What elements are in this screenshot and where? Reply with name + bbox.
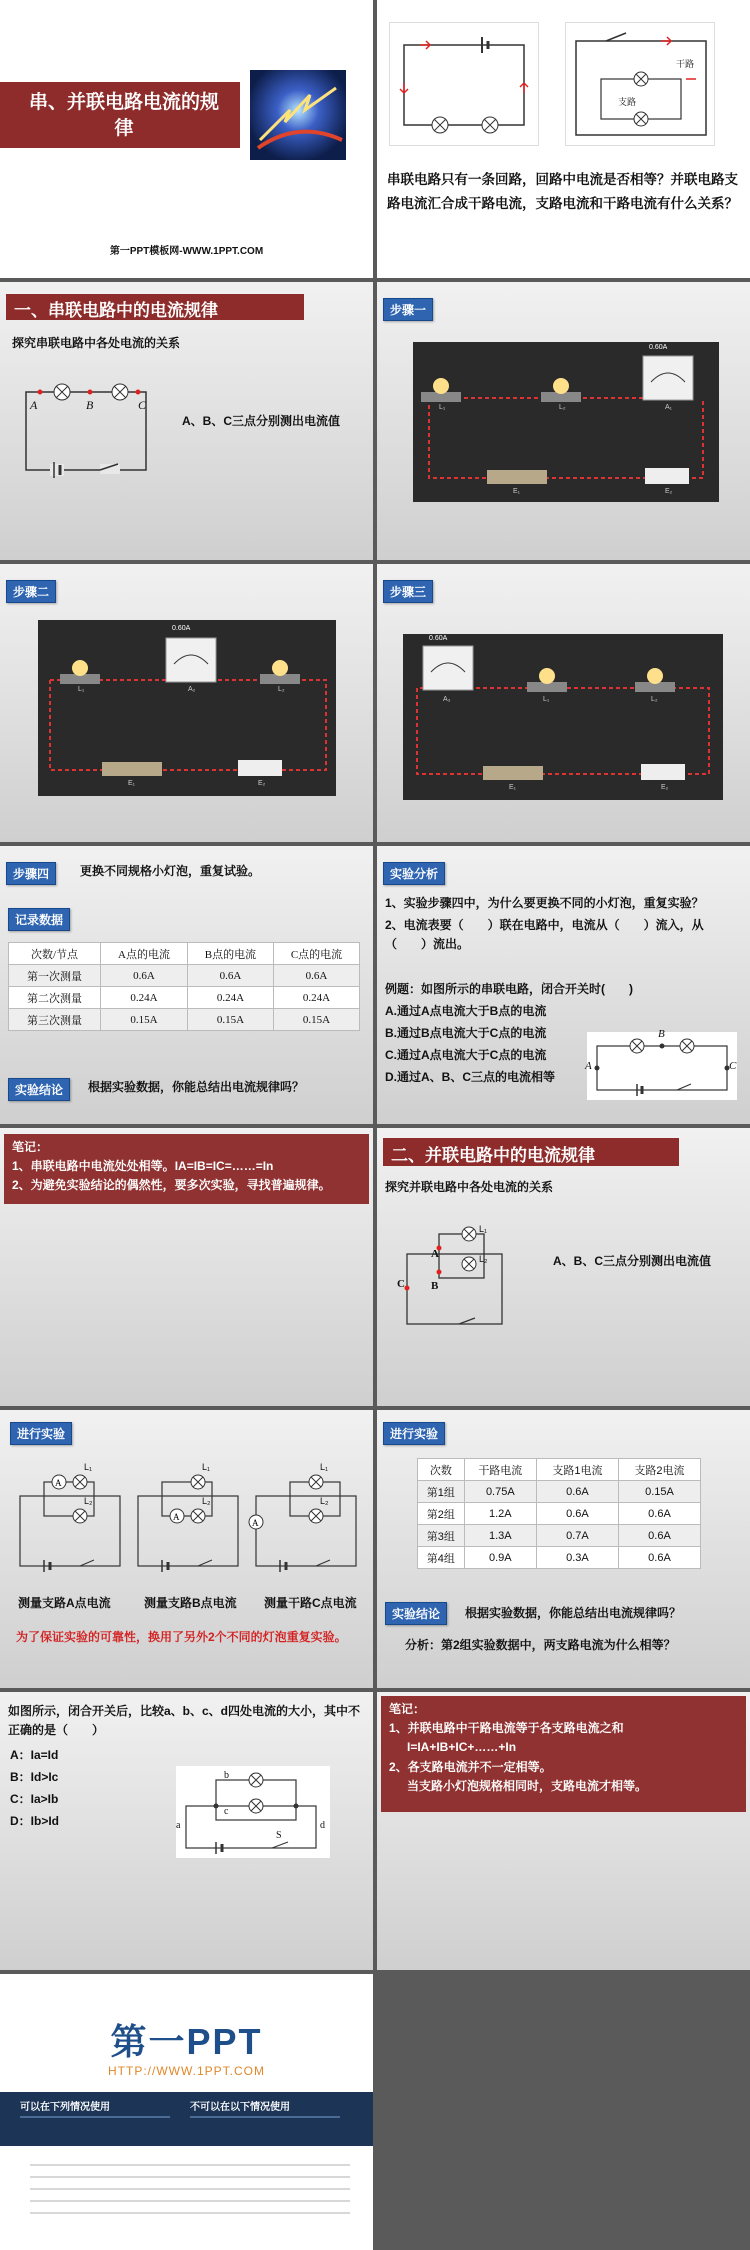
slide-brand [0, 1974, 373, 2250]
step2-label-e2: E₂ [258, 780, 266, 787]
lamp-l2: L₂ [479, 1254, 488, 1264]
th-node: 次数/节点 [9, 943, 101, 965]
exercise-option-d: D：Ib>Id [10, 1814, 60, 1828]
link-line [30, 2188, 350, 2190]
exercise-point-d: d [320, 1820, 325, 1831]
series-note-box [4, 1134, 369, 1204]
parallel-point-b: B [431, 1280, 439, 1292]
cell: 0.6A [618, 1503, 700, 1525]
cell: 第4组 [418, 1547, 465, 1569]
note-line1-text: 1、串联电路中电流处处相等。 [12, 1159, 175, 1174]
table-row [9, 987, 360, 1009]
cell: 0.3A [536, 1547, 618, 1569]
cell: 第二次测量 [9, 987, 101, 1009]
analysis-tag: 实验分析 [383, 862, 445, 885]
cell: 第3组 [418, 1525, 465, 1547]
parallel-hint: A、B、C三点分别测出电流值 [553, 1254, 711, 1268]
svg-text:A: A [173, 1512, 180, 1522]
series-subtitle: 探究串联电路中各处电流的关系 [12, 336, 181, 350]
can-use-title: 可以在下列情况使用 [20, 2102, 110, 2113]
cell: 0.24A [273, 987, 359, 1009]
note-title: 笔记： [12, 1140, 49, 1154]
table-row [418, 1481, 701, 1503]
step3-label-l1: L₁ [543, 696, 550, 703]
slide-title-text: 串、并联电路电流的规律 [28, 92, 219, 139]
parallel-heading: 二、并联电路中的电流规律 [383, 1138, 679, 1166]
svg-text:A: A [252, 1518, 259, 1528]
cell: 0.24A [101, 987, 188, 1009]
step4-text: 更换不同规格小灯泡，重复试验。 [80, 864, 261, 878]
cell: 0.24A [187, 987, 273, 1009]
point-a: A [30, 398, 38, 412]
step1-label-e1: E₁ [513, 488, 521, 495]
exercise-option-b: B：Id>Ic [10, 1770, 59, 1784]
step1-label-l2: L₂ [559, 404, 566, 411]
series-data-table [8, 942, 360, 1031]
slide-series-note [0, 1128, 373, 1406]
table-row [9, 1009, 360, 1031]
th-c: C点的电流 [273, 943, 359, 965]
c2-lamp-l2: L₂ [202, 1496, 211, 1506]
cell: 0.9A [464, 1547, 536, 1569]
cannot-use-title: 不可以在以下情况使用 [190, 2102, 290, 2113]
cell: 0.15A [273, 1009, 359, 1031]
cell: 0.75A [464, 1481, 536, 1503]
usage-line-right [190, 2116, 340, 2118]
usage-line-left [20, 2116, 170, 2118]
link-line [30, 2212, 350, 2214]
cell: 0.6A [536, 1481, 618, 1503]
note-line1 [12, 1157, 361, 1176]
step3-label-e2: E₂ [661, 784, 669, 791]
parallel-conclusion-tag: 实验结论 [385, 1602, 447, 1625]
series-hint: A、B、C三点分别测出电流值 [182, 414, 340, 428]
option-c: C.通过A点电流大于C点的电流 [385, 1048, 547, 1062]
pnote-line3: 当支路小灯泡规格相同时，支路电流才相等。 [407, 1778, 648, 1793]
slide-analysis [377, 846, 750, 1124]
example-question: 例题：如图所示的串联电路，闭合开关时( ) [385, 982, 633, 996]
link-line [30, 2164, 350, 2166]
step3-label-e1: E₁ [509, 784, 517, 791]
usage-panel [0, 2092, 373, 2146]
step2-lab-photo [38, 620, 336, 796]
c3-lamp-l1: L₁ [320, 1462, 329, 1472]
point-b: B [86, 398, 94, 412]
slide-series-intro [0, 282, 373, 560]
slide-step1 [377, 282, 750, 560]
slide-parallel-note [377, 1692, 750, 1970]
links-area [30, 2158, 350, 2238]
slide-step2 [0, 564, 373, 842]
slide-parallel-data [377, 1410, 750, 1688]
caption-c: 测量干路C点电流 [264, 1596, 357, 1610]
cell: 0.7A [536, 1525, 618, 1547]
parallel-circuit-abc [399, 1224, 509, 1334]
step1-label-e2: E₂ [665, 488, 673, 495]
cell: 第三次测量 [9, 1009, 101, 1031]
table-row [9, 965, 360, 987]
cell: 1.2A [464, 1503, 536, 1525]
th-count: 次数 [418, 1459, 465, 1481]
step1-meter-reading: 0.60A [649, 344, 668, 351]
step2-label-l1: L₁ [78, 686, 85, 693]
analysis-q2: 2、电流表要（ ）联在电路中，电流从（ ）流入，从（ ）流出。 [385, 918, 704, 951]
link-line [30, 2200, 350, 2202]
step2-label-a2: A₂ [188, 686, 196, 693]
step3-label-a3: A₃ [443, 696, 451, 703]
cell: 第1组 [418, 1481, 465, 1503]
slide-step4-data [0, 846, 373, 1124]
step4-tag: 步骤四 [6, 862, 56, 885]
series-heading: 一、串联电路中的电流规律 [6, 294, 304, 320]
exercise-point-b: b [224, 1770, 229, 1781]
c2-lamp-l1: L₁ [202, 1462, 211, 1472]
main-line-label: 干路 [676, 59, 695, 69]
caption-b: 测量支路B点电流 [144, 1596, 237, 1610]
step2-meter-reading: 0.60A [172, 625, 191, 632]
record-tag: 记录数据 [8, 908, 70, 931]
parallel-point-c: C [397, 1278, 405, 1290]
note-line2: 2、为避免实验结论的偶然性，要多次实验，寻找普遍规律。 [12, 1178, 331, 1193]
pnote-line1: 1、并联电路中干路电流等于各支路电流之和 [389, 1721, 624, 1736]
parallel-point-a: A [431, 1248, 439, 1260]
cell: 0.6A [618, 1525, 700, 1547]
exercise-question: 如图所示，闭合开关后，比较a、b、c、d四处电流的大小，其中不正确的是（ ） [8, 1704, 361, 1737]
parallel-data-tag: 进行实验 [383, 1422, 445, 1445]
cell: 0.6A [187, 965, 273, 987]
cell: 0.15A [101, 1009, 188, 1031]
example-point-a: A [585, 1060, 592, 1072]
step1-lab-photo [413, 342, 719, 502]
step3-tag: 步骤三 [383, 580, 433, 603]
cell: 0.15A [187, 1009, 273, 1031]
cell: 0.6A [101, 965, 188, 987]
th-a: A点的电流 [101, 943, 188, 965]
option-a: A.通过A点电流大于B点的电流 [385, 1004, 547, 1018]
exercise-option-c: C：Ia>Ib [10, 1792, 59, 1806]
cell: 0.6A [618, 1547, 700, 1569]
step1-label-a1: A₁ [665, 404, 673, 411]
brand-url: HTTP://WWW.1PPT.COM [108, 2064, 265, 2078]
step2-label-e1: E₁ [128, 780, 136, 787]
parallel-conclusion-text: 根据实验数据，你能总结出电流规律吗？ [465, 1606, 682, 1620]
pnote-title: 笔记： [389, 1702, 426, 1716]
point-c: C [138, 398, 147, 412]
step1-label-l1: L₁ [439, 404, 446, 411]
example-circuit [585, 1028, 737, 1100]
slide-parallel-experiment [0, 1410, 373, 1688]
step2-tag: 步骤二 [6, 580, 56, 603]
conclusion-tag: 实验结论 [8, 1078, 70, 1101]
parallel-subtitle: 探究并联电路中各处电流的关系 [385, 1180, 554, 1194]
three-parallel-circuits [14, 1466, 364, 1576]
experiment-tag: 进行实验 [10, 1422, 72, 1445]
table-row [418, 1547, 701, 1569]
table-row [418, 1503, 701, 1525]
step1-tag: 步骤一 [383, 298, 433, 321]
pnote-formula: I=IA+IB+IC+……+In [407, 1740, 517, 1755]
analysis-q1: 1、实验步骤四中，为什么要更换不同的小灯泡，重复实验？ [385, 896, 704, 910]
th-branch2: 支路2电流 [618, 1459, 700, 1481]
caption-a: 测量支路A点电流 [18, 1596, 111, 1610]
parallel-note-box [381, 1696, 746, 1812]
exercise-switch-s: S [276, 1830, 282, 1841]
slide-intro-questions [377, 0, 750, 278]
step3-label-l2: L₂ [651, 696, 658, 703]
branch-label: 支路 [618, 97, 637, 107]
series-circuit-figure [389, 22, 539, 146]
brand-logo: 第一PPT [110, 2021, 263, 2062]
cell: 第一次测量 [9, 965, 101, 987]
exercise-point-c: c [224, 1806, 229, 1817]
svg-text:A: A [55, 1478, 62, 1488]
empty-area [377, 1974, 750, 2250]
link-line [30, 2176, 350, 2178]
source-text: 第一PPT模板网-WWW.1PPT.COM [109, 246, 264, 257]
lamp-l1: L₁ [479, 1224, 488, 1234]
note-formula: IA=IB=IC=……=In [174, 1159, 274, 1174]
step3-lab-photo [403, 634, 723, 800]
cell: 0.6A [536, 1503, 618, 1525]
conclusion-text: 根据实验数据，你能总结出电流规律吗？ [88, 1080, 305, 1094]
slide-step3 [377, 564, 750, 842]
cell: 1.3A [464, 1525, 536, 1547]
parallel-data-table [417, 1458, 701, 1569]
cell: 0.15A [618, 1481, 700, 1503]
th-branch1: 支路1电流 [536, 1459, 618, 1481]
c1-lamp-l1: L₁ [84, 1462, 93, 1472]
parallel-circuit-figure [565, 22, 715, 146]
reliability-note: 为了保证实验的可靠性，换用了另外2个不同的灯泡重复实验。 [16, 1630, 347, 1644]
cell: 0.6A [273, 965, 359, 987]
slide-exercise [0, 1692, 373, 1970]
example-point-b: B [658, 1028, 665, 1040]
pnote-line2: 2、各支路电流并不一定相等。 [389, 1759, 552, 1774]
c1-lamp-l2: L₂ [84, 1496, 93, 1506]
slide-title [0, 0, 373, 278]
slide-parallel-intro [377, 1128, 750, 1406]
cell: 第2组 [418, 1503, 465, 1525]
lightning-image [250, 70, 346, 160]
parallel-analysis: 分析：第2组实验数据中，两支路电流为什么相等？ [405, 1638, 676, 1652]
th-b: B点的电流 [187, 943, 273, 965]
exercise-circuit [176, 1766, 330, 1858]
exercise-point-a: a [176, 1820, 181, 1831]
option-d: D.通过A、B、C三点的电流相等 [385, 1070, 555, 1084]
exercise-option-a: A：Ia=Id [10, 1748, 59, 1762]
option-b: B.通过B点电流大于C点的电流 [385, 1026, 547, 1040]
table-row [418, 1525, 701, 1547]
c3-lamp-l2: L₂ [320, 1496, 329, 1506]
example-point-c: C [729, 1060, 737, 1072]
step2-label-l2: L₂ [278, 686, 285, 693]
intro-question: 串联电路只有一条回路，回路中电流是否相等？并联电路支路电流汇合成干路电流，支路电流和干路电流有什么关系？ [387, 172, 738, 211]
th-main: 干路电流 [464, 1459, 536, 1481]
step3-meter-reading: 0.60A [429, 635, 448, 642]
